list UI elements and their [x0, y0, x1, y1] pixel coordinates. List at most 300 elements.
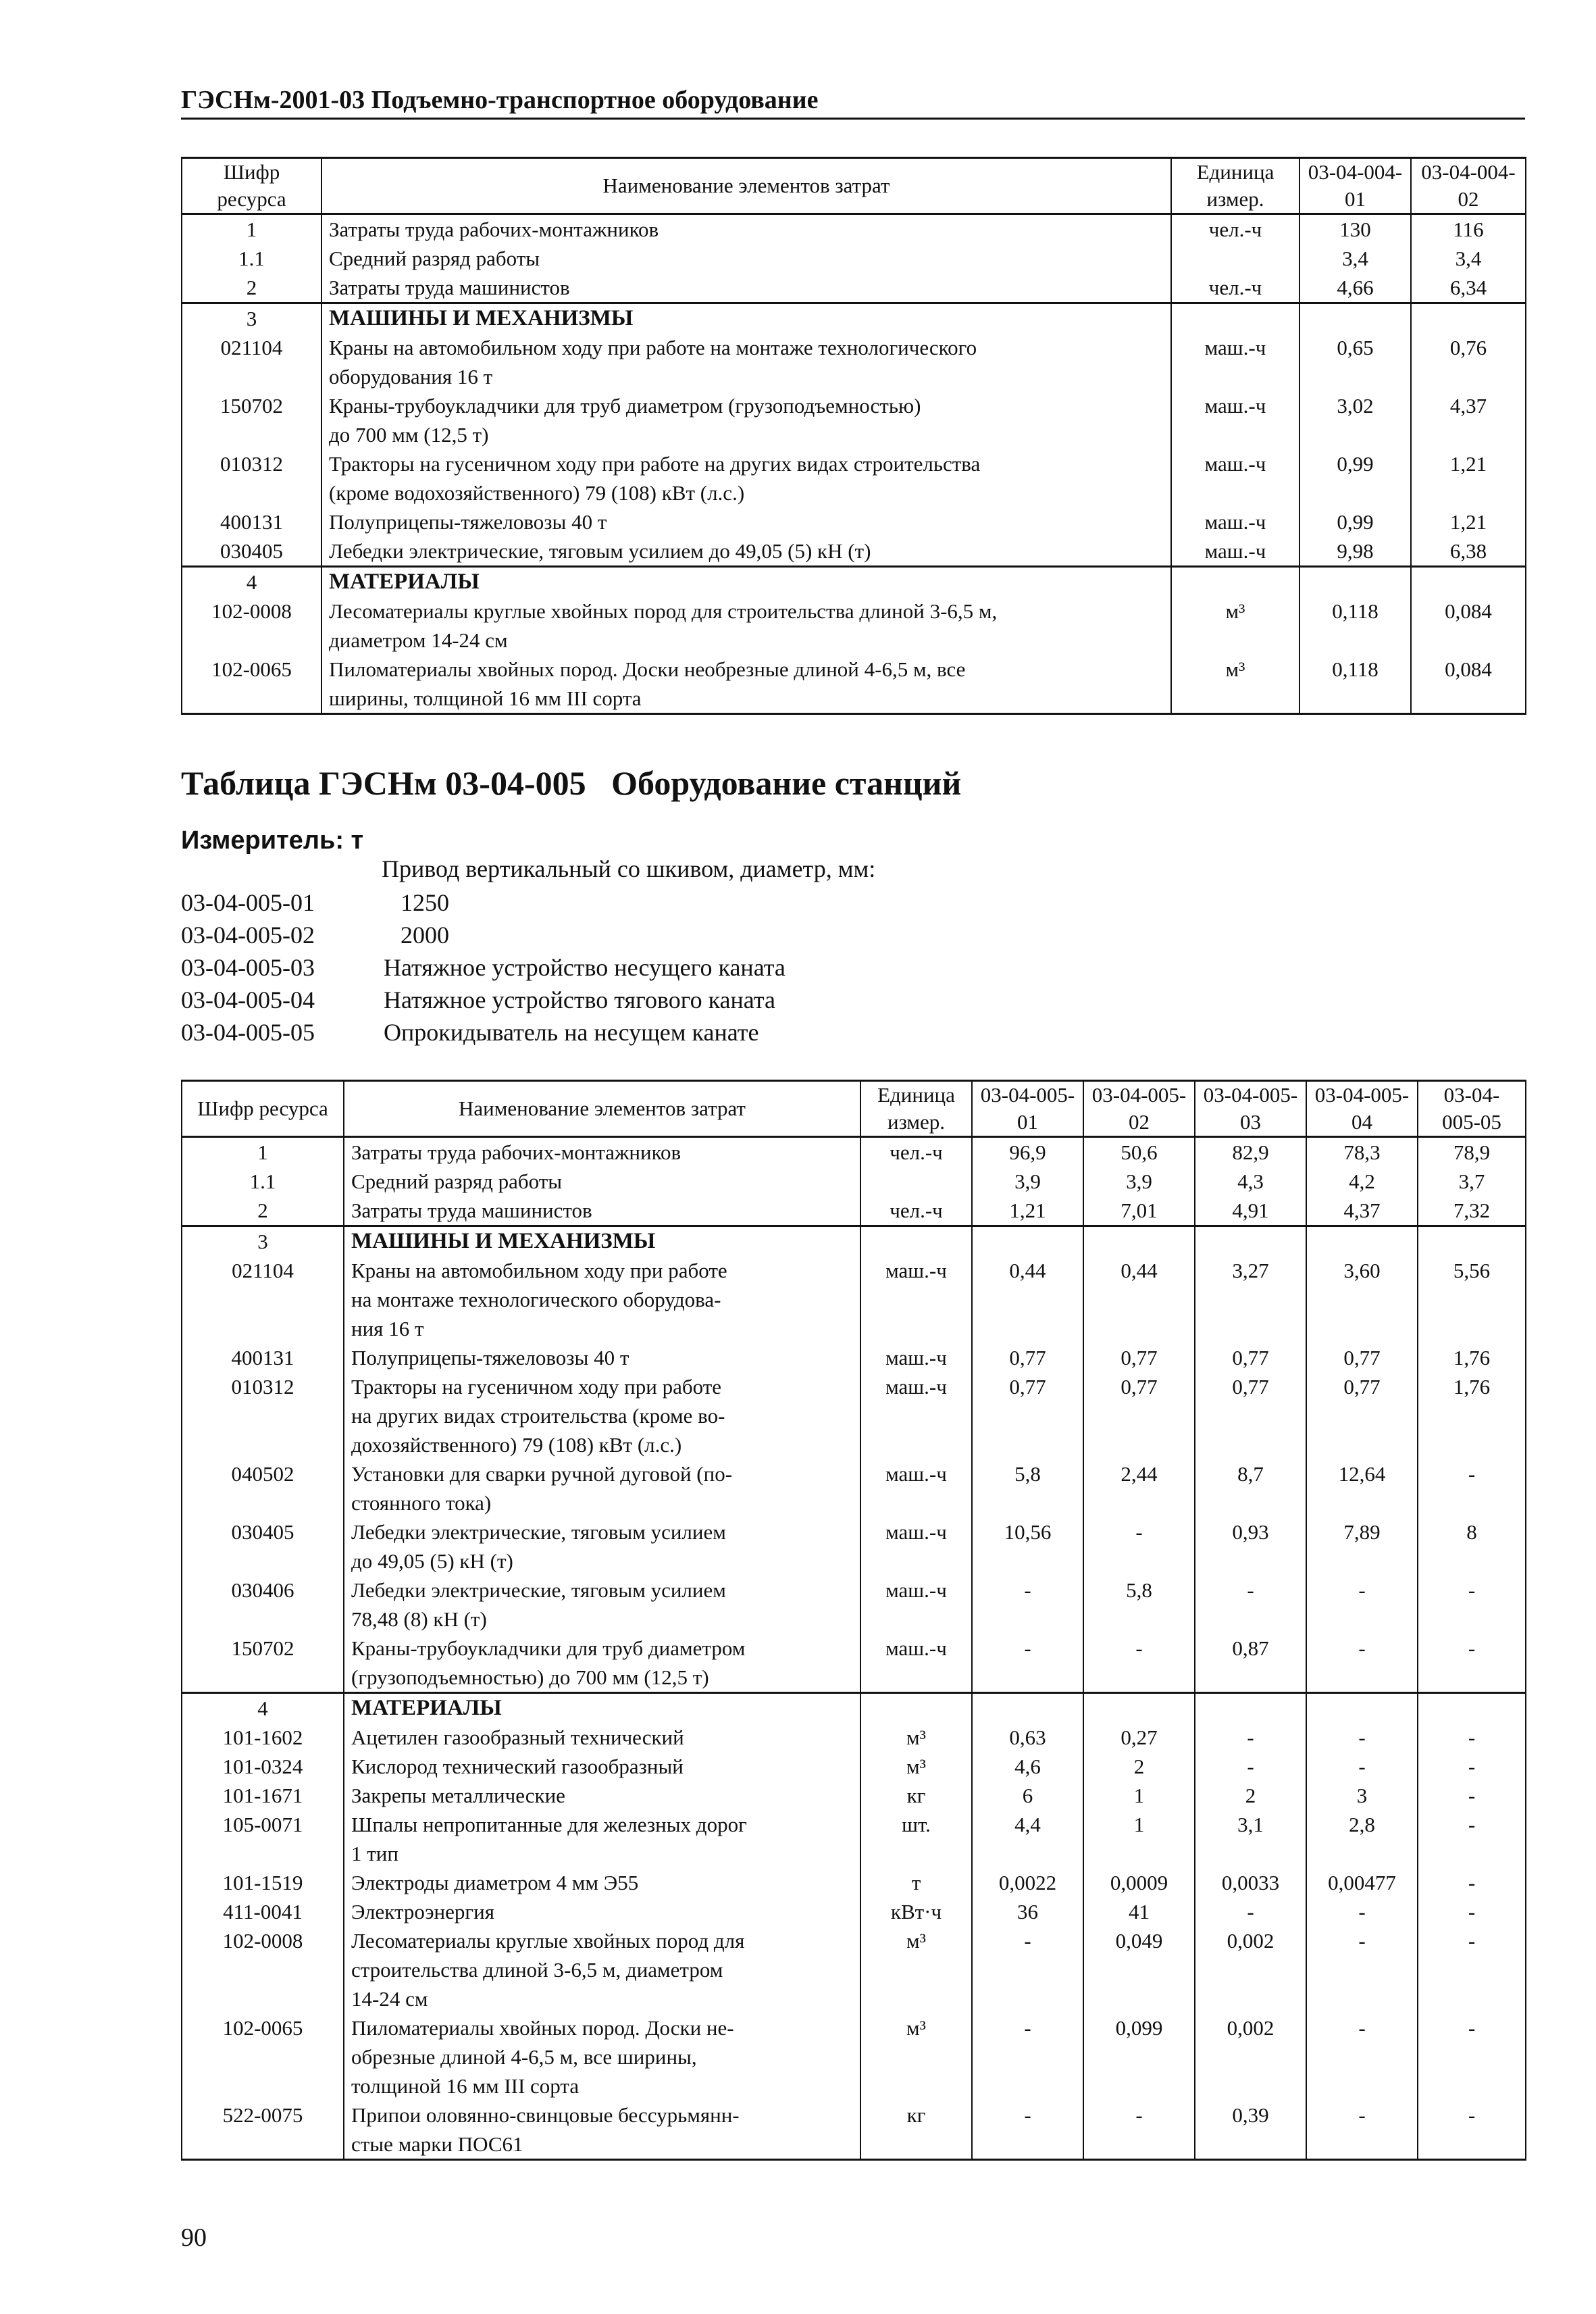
value-cell: 0,76: [1411, 333, 1526, 391]
resource-code: 2: [182, 1196, 344, 1226]
value-cell: 2,44: [1083, 1459, 1195, 1517]
running-header: ГЭСНм-2001-03 Подъемно-транспортное оборудование: [181, 85, 1525, 120]
resource-code: 102-0008: [182, 597, 321, 655]
col-header-unit: Единица измер.: [1171, 158, 1299, 214]
resource-name: Лебедки электрические, тяговым усилием до 49,05 (5) кН (т): [344, 1517, 860, 1576]
value-cell: 96,9: [972, 1137, 1083, 1167]
resource-code: 522-0075: [182, 2101, 344, 2160]
resource-code: 2: [182, 273, 321, 303]
value-cell: 1,21: [1411, 449, 1526, 507]
value-cell: 0,77: [972, 1372, 1083, 1459]
table-row: [182, 1167, 1526, 1196]
value-cell: -: [1306, 1634, 1418, 1693]
unit-cell: маш.-ч: [860, 1372, 972, 1459]
value-cell: -: [1306, 1576, 1418, 1634]
unit-cell: маш.-ч: [1171, 536, 1299, 567]
resource-name: Лебедки электрические, тяговым усилием 78,48 (8) кН (т): [344, 1576, 860, 1634]
value-cell: 0,0033: [1195, 1868, 1306, 1897]
value-cell: 7,89: [1306, 1517, 1418, 1576]
table-row: [182, 273, 1526, 303]
section-title: МАШИНЫ И МЕХАНИЗМЫ: [321, 303, 1171, 334]
value-cell: 4,3: [1195, 1167, 1306, 1196]
unit-cell: маш.-ч: [1171, 507, 1299, 536]
table-row: [182, 1897, 1526, 1926]
resource-name: Электроды диаметром 4 мм Э55: [344, 1868, 860, 1897]
resource-name: Полуприцепы-тяжеловозы 40 т: [321, 507, 1171, 536]
value-cell: -: [1306, 1926, 1418, 2013]
value-cell: 7,01: [1083, 1196, 1195, 1226]
value-cell: -: [1418, 1576, 1526, 1634]
resource-code: 102-0065: [182, 655, 321, 714]
table-row: [182, 449, 1526, 507]
norm-code-item: [181, 919, 786, 951]
unit-cell: чел.-ч: [860, 1137, 972, 1167]
value-cell: 4,66: [1299, 273, 1411, 303]
value-cell: 50,6: [1083, 1137, 1195, 1167]
value-cell: 36: [972, 1897, 1083, 1926]
value-cell: 6,34: [1411, 273, 1526, 303]
table-row: [182, 1868, 1526, 1897]
value-cell: -: [1083, 1517, 1195, 1576]
intro-text: Привод вертикальный со шкивом, диаметр, мм:: [382, 855, 876, 882]
value-cell: -: [1418, 1459, 1526, 1517]
value-cell: -: [1306, 2013, 1418, 2101]
table-row: [182, 1926, 1526, 2013]
unit-cell: кг: [860, 2101, 972, 2160]
resource-code: 4: [182, 567, 321, 597]
resource-code: 150702: [182, 391, 321, 449]
value-cell: 0,63: [972, 1723, 1083, 1752]
resource-code: 3: [182, 303, 321, 334]
resource-name: Затраты труда машинистов: [344, 1196, 860, 1226]
value-cell: 3,7: [1418, 1167, 1526, 1196]
norm-code-item: [181, 951, 786, 984]
unit-cell: м³: [860, 1926, 972, 2013]
unit-cell: маш.-ч: [860, 1459, 972, 1517]
resource-name: Припои оловянно-свинцовые бессурьмянн- стые марки ПОС61: [344, 2101, 860, 2160]
value-cell: 3: [1306, 1781, 1418, 1810]
value-cell: -: [1195, 1752, 1306, 1781]
resource-code: 040502: [182, 1459, 344, 1517]
value-cell: 3,27: [1195, 1256, 1306, 1343]
table-row: [182, 391, 1526, 449]
unit-cell: м³: [860, 1723, 972, 1752]
value-cell: 4,91: [1195, 1196, 1306, 1226]
resource-code: 1: [182, 1137, 344, 1167]
table-row: [182, 1137, 1526, 1167]
value-cell: [972, 1693, 1083, 1724]
value-cell: 0,27: [1083, 1723, 1195, 1752]
value-cell: 4,37: [1411, 391, 1526, 449]
table-body: [182, 1137, 1526, 2160]
unit-cell: кВт·ч: [860, 1897, 972, 1926]
unit-cell: чел.-ч: [860, 1196, 972, 1226]
table-row: [182, 214, 1526, 245]
resource-name: Краны на автомобильном ходу при работе на монтаже технологического оборудова- ния 16 т: [344, 1256, 860, 1343]
col-header-code: Шифр ресурса: [182, 1081, 344, 1137]
resource-code: 010312: [182, 449, 321, 507]
value-cell: 82,9: [1195, 1137, 1306, 1167]
resource-name: Средний разряд работы: [321, 244, 1171, 273]
resource-code: 030405: [182, 536, 321, 567]
unit-cell: маш.-ч: [860, 1517, 972, 1576]
table-row: [182, 1810, 1526, 1868]
table-row: [182, 1723, 1526, 1752]
value-cell: 0,77: [1083, 1372, 1195, 1459]
value-cell: 0,084: [1411, 597, 1526, 655]
value-cell: [1299, 303, 1411, 334]
section-title: МАШИНЫ И МЕХАНИЗМЫ: [344, 1226, 860, 1257]
value-cell: [1306, 1693, 1418, 1724]
value-cell: 0,77: [1195, 1372, 1306, 1459]
value-cell: -: [972, 1926, 1083, 2013]
value-cell: 5,56: [1418, 1256, 1526, 1343]
resource-name: Пиломатериалы хвойных пород. Доски необрезные длиной 4-6,5 м, все ширины, толщиной 16 мм III сорта: [321, 655, 1171, 714]
resource-code: 010312: [182, 1372, 344, 1459]
value-cell: -: [1083, 2101, 1195, 2160]
value-cell: 1: [1083, 1781, 1195, 1810]
value-cell: -: [1418, 1897, 1526, 1926]
value-cell: 1,21: [1411, 507, 1526, 536]
norm-code-item: [181, 984, 786, 1016]
col-header-norm: 03-04-005-03: [1195, 1081, 1306, 1137]
resource-code: 1.1: [182, 244, 321, 273]
value-cell: 2: [1083, 1752, 1195, 1781]
value-cell: -: [1418, 1810, 1526, 1868]
value-cell: -: [1418, 2013, 1526, 2101]
value-cell: [972, 1226, 1083, 1257]
value-cell: 3,1: [1195, 1810, 1306, 1868]
norm-code-item: [181, 886, 786, 919]
table-row: [182, 1634, 1526, 1693]
table-row: [182, 1781, 1526, 1810]
resource-name: Полуприцепы-тяжеловозы 40 т: [344, 1343, 860, 1372]
value-cell: [1083, 1693, 1195, 1724]
resource-name: Лесоматериалы круглые хвойных пород для строительства длиной 3-6,5 м, диаметром 14-24 см: [344, 1926, 860, 2013]
table-header-row: [182, 1081, 1526, 1137]
value-cell: -: [972, 1634, 1083, 1693]
value-cell: 6,38: [1411, 536, 1526, 567]
resource-name: Пиломатериалы хвойных пород. Доски не- обрезные длиной 4-6,5 м, все ширины, толщиной 16 мм III сорта: [344, 2013, 860, 2101]
resource-code: 102-0065: [182, 2013, 344, 2101]
value-cell: 130: [1299, 214, 1411, 245]
col-header-name: Наименование элементов затрат: [321, 158, 1171, 214]
unit-cell: кг: [860, 1781, 972, 1810]
value-cell: 78,9: [1418, 1137, 1526, 1167]
section-row: [182, 1693, 1526, 1724]
resource-code: 030405: [182, 1517, 344, 1576]
col-header-name: Наименование элементов затрат: [344, 1081, 860, 1137]
unit-cell: шт.: [860, 1810, 972, 1868]
norm-description: 2000: [401, 922, 449, 949]
table-row: [182, 1459, 1526, 1517]
value-cell: 3,60: [1306, 1256, 1418, 1343]
resource-name: Тракторы на гусеничном ходу при работе на других видах строительства (кроме водохозяйственного) 79 (108) кВт (л.с.): [321, 449, 1171, 507]
resource-name: Закрепы металлические: [344, 1781, 860, 1810]
col-header-norm: 03-04-005-04: [1306, 1081, 1418, 1137]
value-cell: -: [1418, 1781, 1526, 1810]
value-cell: 0,049: [1083, 1926, 1195, 2013]
resource-code: 101-0324: [182, 1752, 344, 1781]
value-cell: 3,9: [1083, 1167, 1195, 1196]
resource-name: Затраты труда рабочих-монтажников: [344, 1137, 860, 1167]
value-cell: 0,65: [1299, 333, 1411, 391]
value-cell: -: [1306, 1752, 1418, 1781]
value-cell: 9,98: [1299, 536, 1411, 567]
section-title: МАТЕРИАЛЫ: [321, 567, 1171, 597]
value-cell: 10,56: [972, 1517, 1083, 1576]
value-cell: -: [1418, 1752, 1526, 1781]
col-header-unit: Единица измер.: [860, 1081, 972, 1137]
value-cell: 0,39: [1195, 2101, 1306, 2160]
resource-name: Лесоматериалы круглые хвойных пород для строительства длиной 3-6,5 м, диаметром 14-24 см: [321, 597, 1171, 655]
value-cell: 8: [1418, 1517, 1526, 1576]
value-cell: -: [1083, 1634, 1195, 1693]
norm-description: 1250: [401, 889, 449, 916]
value-cell: 4,4: [972, 1810, 1083, 1868]
section-row: [182, 1226, 1526, 1257]
value-cell: 12,64: [1306, 1459, 1418, 1517]
table-row: [182, 536, 1526, 567]
value-cell: 2: [1195, 1781, 1306, 1810]
value-cell: [1418, 1693, 1526, 1724]
resource-name: Кислород технический газообразный: [344, 1752, 860, 1781]
norm-code: 03-04-005-05: [181, 1019, 315, 1046]
resource-name: Ацетилен газообразный технический: [344, 1723, 860, 1752]
resource-name: Лебедки электрические, тяговым усилием до 49,05 (5) кН (т): [321, 536, 1171, 567]
norm-code: 03-04-005-02: [181, 922, 315, 949]
value-cell: [1083, 1226, 1195, 1257]
unit-cell: [860, 1167, 972, 1196]
value-cell: -: [1306, 1897, 1418, 1926]
value-cell: 1,76: [1418, 1343, 1526, 1372]
resource-code: 1.1: [182, 1167, 344, 1196]
table-row: [182, 333, 1526, 391]
table-row: [182, 507, 1526, 536]
resource-name: Тракторы на гусеничном ходу при работе на других видах строительства (кроме во- дохозяйственного) 79 (108) кВт (л.с.): [344, 1372, 860, 1459]
value-cell: -: [972, 1576, 1083, 1634]
table-row: [182, 1256, 1526, 1343]
section-row: [182, 303, 1526, 334]
unit-cell: м³: [860, 1752, 972, 1781]
value-cell: -: [1418, 1868, 1526, 1897]
value-cell: -: [1418, 2101, 1526, 2160]
unit-cell: маш.-ч: [1171, 449, 1299, 507]
unit-cell: маш.-ч: [1171, 391, 1299, 449]
col-header-code: Шифр ресурса: [182, 158, 321, 214]
unit-cell: маш.-ч: [860, 1343, 972, 1372]
resource-name: Электроэнергия: [344, 1897, 860, 1926]
resource-code: 411-0041: [182, 1897, 344, 1926]
value-cell: 0,99: [1299, 507, 1411, 536]
value-cell: [1299, 567, 1411, 597]
resource-code: 3: [182, 1226, 344, 1257]
table-row: [182, 2013, 1526, 2101]
value-cell: 3,4: [1411, 244, 1526, 273]
table-row: [182, 1196, 1526, 1226]
value-cell: 4,6: [972, 1752, 1083, 1781]
unit-cell: [1171, 303, 1299, 334]
resource-name: Установки для сварки ручной дуговой (по- стоянного тока): [344, 1459, 860, 1517]
resource-code: 4: [182, 1693, 344, 1724]
value-cell: [1195, 1693, 1306, 1724]
resource-name: Средний разряд работы: [344, 1167, 860, 1196]
value-cell: [1411, 303, 1526, 334]
measurer-label: Измеритель: т: [181, 826, 364, 855]
value-cell: 8,7: [1195, 1459, 1306, 1517]
resource-code: 101-1519: [182, 1868, 344, 1897]
resource-code: 400131: [182, 507, 321, 536]
table-body: [182, 214, 1526, 714]
value-cell: -: [1418, 1723, 1526, 1752]
resource-table-005: [181, 1080, 1526, 2161]
table-row: [182, 1752, 1526, 1781]
value-cell: 0,77: [972, 1343, 1083, 1372]
value-cell: -: [1195, 1576, 1306, 1634]
value-cell: [1195, 1226, 1306, 1257]
value-cell: 2,8: [1306, 1810, 1418, 1868]
value-cell: -: [1418, 1926, 1526, 2013]
value-cell: 0,118: [1299, 655, 1411, 714]
resource-name: Краны-трубоукладчики для труб диаметром (грузоподъемностью) до 700 мм (12,5 т): [344, 1634, 860, 1693]
unit-cell: [860, 1226, 972, 1257]
resource-code: 150702: [182, 1634, 344, 1693]
value-cell: 0,002: [1195, 1926, 1306, 2013]
value-cell: -: [972, 2101, 1083, 2160]
value-cell: 0,118: [1299, 597, 1411, 655]
value-cell: 5,8: [1083, 1576, 1195, 1634]
value-cell: -: [1306, 2101, 1418, 2160]
unit-cell: чел.-ч: [1171, 214, 1299, 245]
unit-cell: [860, 1693, 972, 1724]
section-row: [182, 567, 1526, 597]
norm-code: 03-04-005-04: [181, 986, 315, 1013]
value-cell: -: [1418, 1634, 1526, 1693]
value-cell: 78,3: [1306, 1137, 1418, 1167]
value-cell: 3,4: [1299, 244, 1411, 273]
resource-code: 021104: [182, 333, 321, 391]
resource-name: Затраты труда машинистов: [321, 273, 1171, 303]
resource-code: 1: [182, 214, 321, 245]
unit-cell: маш.-ч: [1171, 333, 1299, 391]
resource-code: 101-1602: [182, 1723, 344, 1752]
value-cell: 1: [1083, 1810, 1195, 1868]
value-cell: -: [972, 2013, 1083, 2101]
norm-description: Натяжное устройство несущего каната: [384, 954, 786, 981]
section-title: МАТЕРИАЛЫ: [344, 1693, 860, 1724]
unit-cell: маш.-ч: [860, 1634, 972, 1693]
norm-code: 03-04-005-01: [181, 889, 315, 916]
resource-name: Краны-трубоукладчики для труб диаметром (грузоподъемностью) до 700 мм (12,5 т): [321, 391, 1171, 449]
value-cell: 0,77: [1306, 1372, 1418, 1459]
value-cell: 0,99: [1299, 449, 1411, 507]
resource-code: 101-1671: [182, 1781, 344, 1810]
value-cell: [1306, 1226, 1418, 1257]
norm-code-list: [181, 886, 786, 1049]
table-row: [182, 244, 1526, 273]
resource-name: Затраты труда рабочих-монтажников: [321, 214, 1171, 245]
norm-description: Опрокидыватель на несущем канате: [384, 1019, 759, 1046]
value-cell: 0,099: [1083, 2013, 1195, 2101]
resource-code: 021104: [182, 1256, 344, 1343]
col-header-norm: 03-04-005-05: [1418, 1081, 1526, 1137]
value-cell: 5,8: [972, 1459, 1083, 1517]
table-header-row: [182, 158, 1526, 214]
unit-cell: [1171, 244, 1299, 273]
value-cell: [1411, 567, 1526, 597]
value-cell: 3,02: [1299, 391, 1411, 449]
resource-code: 105-0071: [182, 1810, 344, 1868]
col-header-norm: 03-04-004-01: [1299, 158, 1411, 214]
value-cell: 1,21: [972, 1196, 1083, 1226]
value-cell: 0,084: [1411, 655, 1526, 714]
value-cell: 0,77: [1083, 1343, 1195, 1372]
unit-cell: т: [860, 1868, 972, 1897]
unit-cell: [1171, 567, 1299, 597]
unit-cell: маш.-ч: [860, 1576, 972, 1634]
table-row: [182, 1576, 1526, 1634]
table-row: [182, 597, 1526, 655]
page-number: 90: [181, 2223, 207, 2252]
unit-cell: маш.-ч: [860, 1256, 972, 1343]
table-row: [182, 2101, 1526, 2160]
value-cell: 0,44: [1083, 1256, 1195, 1343]
unit-cell: м³: [860, 2013, 972, 2101]
value-cell: 0,0022: [972, 1868, 1083, 1897]
value-cell: 0,002: [1195, 2013, 1306, 2101]
table-row: [182, 1372, 1526, 1459]
value-cell: 0,77: [1306, 1343, 1418, 1372]
value-cell: 0,77: [1195, 1343, 1306, 1372]
resource-table-004: [181, 157, 1526, 715]
norm-code: 03-04-005-03: [181, 954, 315, 981]
value-cell: 4,2: [1306, 1167, 1418, 1196]
resource-name: Шпалы непропитанные для железных дорог 1 тип: [344, 1810, 860, 1868]
norm-code-item: [181, 1016, 786, 1049]
value-cell: 6: [972, 1781, 1083, 1810]
value-cell: 4,37: [1306, 1196, 1418, 1226]
table-row: [182, 1343, 1526, 1372]
value-cell: 41: [1083, 1897, 1195, 1926]
norm-description: Натяжное устройство тягового каната: [384, 986, 775, 1013]
resource-code: 400131: [182, 1343, 344, 1372]
value-cell: 3,9: [972, 1167, 1083, 1196]
value-cell: 7,32: [1418, 1196, 1526, 1226]
resource-code: 030406: [182, 1576, 344, 1634]
unit-cell: чел.-ч: [1171, 273, 1299, 303]
col-header-norm: 03-04-004-02: [1411, 158, 1526, 214]
resource-name: Краны на автомобильном ходу при работе на монтаже технологического оборудования 16 т: [321, 333, 1171, 391]
value-cell: 116: [1411, 214, 1526, 245]
value-cell: -: [1195, 1897, 1306, 1926]
value-cell: [1418, 1226, 1526, 1257]
table-row: [182, 1517, 1526, 1576]
table-title: Таблица ГЭСНм 03-04-005 Оборудование станций: [181, 764, 962, 802]
value-cell: 0,93: [1195, 1517, 1306, 1576]
value-cell: 0,44: [972, 1256, 1083, 1343]
col-header-norm: 03-04-005-02: [1083, 1081, 1195, 1137]
col-header-norm: 03-04-005-01: [972, 1081, 1083, 1137]
unit-cell: м³: [1171, 597, 1299, 655]
value-cell: -: [1306, 1723, 1418, 1752]
value-cell: 1,76: [1418, 1372, 1526, 1459]
value-cell: 0,00477: [1306, 1868, 1418, 1897]
unit-cell: м³: [1171, 655, 1299, 714]
value-cell: 0,87: [1195, 1634, 1306, 1693]
value-cell: 0,0009: [1083, 1868, 1195, 1897]
value-cell: -: [1195, 1723, 1306, 1752]
table-row: [182, 655, 1526, 714]
